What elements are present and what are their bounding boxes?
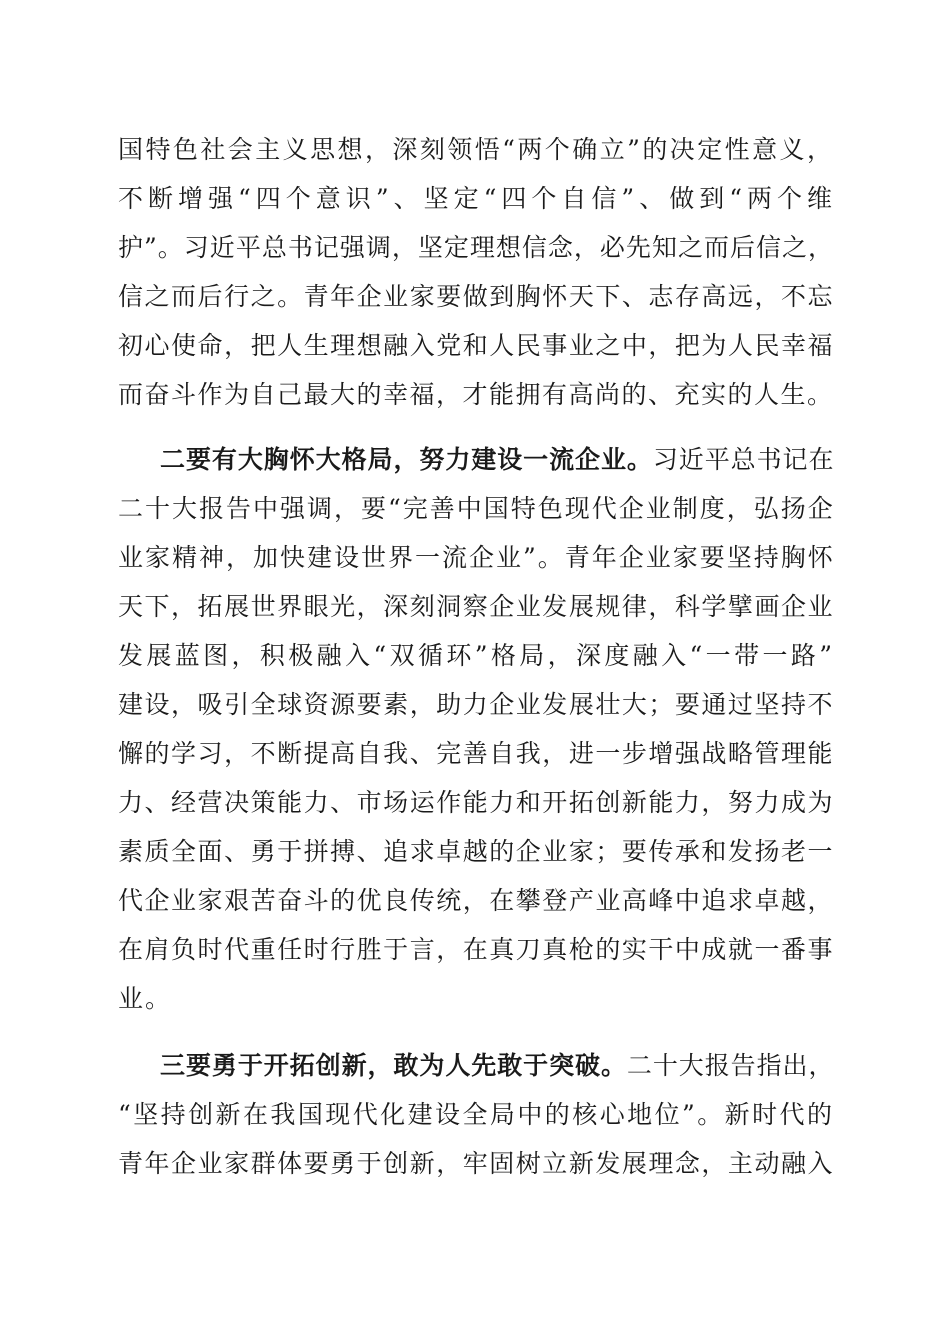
paragraph-1-line-2: 不断增强“四个意识”、坚定“四个自信”、做到“两个维 [118,184,834,213]
paragraph-3-first-line [118,1041,834,1090]
paragraph-3-heading: 三要勇于开拓创新，敢为人先敢于突破。 [160,1051,627,1080]
paragraph-2-line-8: 力、经营决策能力、市场运作能力和开拓创新能力，努力成为 [118,788,834,817]
paragraph-3-line-3: 青年企业家群体要勇于创新，牢固树立新发展理念，主动融入 [118,1149,834,1178]
paragraph-3 [118,1041,834,1188]
paragraph-1 [118,125,834,419]
paragraph-2-first-line-rest: 习近平总书记在 [652,445,834,474]
paragraph-2-line-6: 建设，吸引全球资源要素，助力企业发展壮大；要通过坚持不 [118,690,834,719]
paragraph-1-line-3: 护”。习近平总书记强调，坚定理想信念，必先知之而后信之， [118,233,834,262]
paragraph-1-line-6: 而奋斗作为自己最大的幸福，才能拥有高尚的、充实的人生。 [118,380,834,409]
paragraph-1-line-5: 初心使命，把人生理想融入党和人民事业之中，把为人民幸福 [118,331,834,360]
paragraph-2-line-4: 天下，拓展世界眼光，深刻洞察企业发展规律，科学擘画企业 [118,592,834,621]
paragraph-3-line-2: “坚持创新在我国现代化建设全局中的核心地位”。新时代的 [118,1100,834,1129]
paragraph-2-line-2: 二十大报告中强调，要“完善中国特色现代企业制度，弘扬企 [118,494,835,523]
paragraph-2-line-9: 素质全面、勇于拼搏、追求卓越的企业家；要传承和发扬老一 [118,837,834,866]
paragraph-2-line-5: 发展蓝图，积极融入“双循环”格局，深度融入“一带一路” [118,641,834,670]
paragraph-2-heading: 二要有大胸怀大格局，努力建设一流企业。 [160,445,653,474]
paragraph-2-line-10: 代企业家艰苦奋斗的优良传统，在攀登产业高峰中追求卓越， [118,886,834,915]
paragraph-3-first-line-rest: 二十大报告指出， [626,1051,834,1080]
paragraph-2 [118,435,834,1023]
paragraph-2-line-7: 懈的学习，不断提高自我、完善自我，进一步增强战略管理能 [118,739,834,768]
paragraph-2-line-3: 业家精神，加快建设世界一流企业”。青年企业家要坚持胸怀 [118,543,835,572]
paragraph-1-line-4: 信之而后行之。青年企业家要做到胸怀天下、志存高远，不忘 [118,282,834,311]
paragraph-2-first-line [118,435,834,484]
paragraph-2-line-12: 业。 [118,984,173,1013]
paragraph-2-line-11: 在肩负时代重任时行胜于言，在真刀真枪的实干中成就一番事 [118,935,834,964]
paragraph-1-line-1: 国特色社会主义思想，深刻领悟“两个确立”的决定性意义， [118,135,834,164]
